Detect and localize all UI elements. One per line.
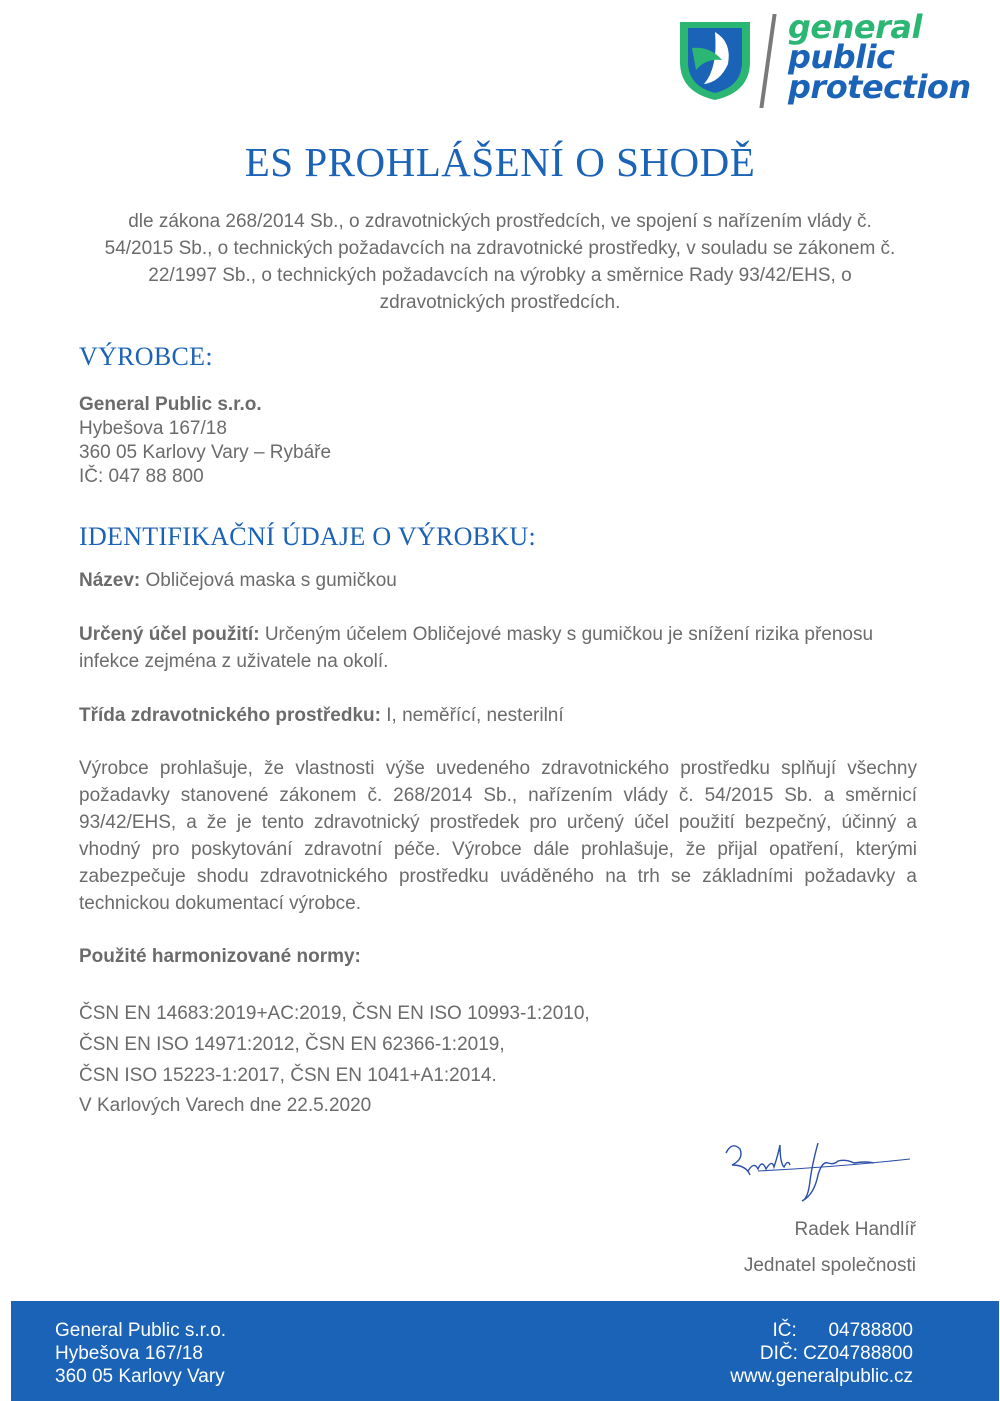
product-heading: IDENTIFIKAČNÍ ÚDAJE O VÝROBKU: xyxy=(79,522,537,551)
footer-city: 360 05 Karlovy Vary xyxy=(55,1366,225,1387)
footer-company: General Public s.r.o. xyxy=(55,1320,227,1341)
footer-bar xyxy=(11,1301,999,1401)
product-name-value: Obličejová maska s gumičkou xyxy=(145,570,397,591)
standards-heading-text: Použité harmonizované normy: xyxy=(79,946,361,967)
footer-identifiers xyxy=(730,1319,913,1388)
manufacturer-ic: IČ: 047 88 800 xyxy=(79,466,204,487)
standards-list xyxy=(79,998,590,1091)
logo-line-1: general xyxy=(788,8,922,46)
footer-address xyxy=(55,1319,226,1388)
manufacturer-name: General Public s.r.o. xyxy=(79,394,262,415)
product-purpose-label: Určený účel použití: xyxy=(79,624,260,645)
standards-heading xyxy=(79,943,917,970)
manufacturer-street: Hybešova 167/18 xyxy=(79,418,227,439)
manufacturer-address xyxy=(79,393,331,489)
product-name-line xyxy=(79,567,917,594)
place-date: V Karlových Varech dne 22.5.2020 xyxy=(79,1095,372,1116)
footer-dic: DIČ: CZ04788800 xyxy=(759,1343,913,1364)
logo-divider xyxy=(759,14,776,108)
signature-image xyxy=(718,1135,918,1205)
footer-ic: IČ: 04788800 xyxy=(772,1320,913,1341)
product-name-label: Název: xyxy=(79,570,141,591)
logo-wordmark xyxy=(788,8,971,106)
product-purpose-value: Určeným účelem Obličejové masky s gumičkou je snížení rizika přenosu infekce zejména z uživatele na okolí. xyxy=(79,624,874,672)
standards-line-2: ČSN EN ISO 14971:2012, ČSN EN 62366-1:2019, xyxy=(79,1034,505,1055)
company-logo xyxy=(670,10,990,110)
intro-paragraph: dle zákona 268/2014 Sb., o zdravotnických prostředcích, ve spojení s nařízením vlády č. 54/2015 Sb., o technických požadavcích na zdravotnické prostředky, v souladu se zákonem č. 22/1997 Sb., o technických požadavcích na výrobky a směrnice Rady 93/42/EHS, o zdravotnických prostředcích. xyxy=(104,211,896,313)
signatory-role: Jednatel společnosti xyxy=(743,1255,916,1276)
signatory-name: Radek Handlíř xyxy=(794,1219,916,1240)
declaration-paragraph: Výrobce prohlašuje, že vlastnosti výše uvedeného zdravotnického prostředku splňují všechny požadavky stanovené zákonem č. 268/2014 Sb., nařízením vlády č. 54/2015 Sb. a směrnicí 93/42/EHS, a že je tento zdravotnický prostředek pro určený účel použití bezpečný, účinný a vhodný pro poskytování zdravotní péče. Výrobce dále prohlašuje, že přijal opatření, kterými zabezpečuje shodu zdravotnického prostředku uváděného na trh se základními požadavky a technickou dokumentací výrobce. xyxy=(79,758,917,914)
standards-line-1: ČSN EN 14683:2019+AC:2019, ČSN EN ISO 10993-1:2010, xyxy=(79,1003,590,1024)
product-class-label: Třída zdravotnického prostředku: xyxy=(79,705,381,726)
standards-line-3: ČSN ISO 15223-1:2017, ČSN EN 1041+A1:2014. xyxy=(79,1065,497,1086)
footer-street: Hybešova 167/18 xyxy=(55,1343,203,1364)
logo-line-2: public xyxy=(788,38,895,76)
product-class-value: I, neměřící, nesterilní xyxy=(386,705,564,726)
footer-website-link[interactable]: www.generalpublic.cz xyxy=(730,1366,913,1387)
manufacturer-heading: VÝROBCE: xyxy=(79,342,213,371)
manufacturer-city: 360 05 Karlovy Vary – Rybáře xyxy=(79,442,332,463)
product-class-line xyxy=(79,702,917,729)
document-title: ES PROHLÁŠENÍ O SHODĚ xyxy=(244,139,756,185)
logo-emblem-icon xyxy=(670,12,760,102)
logo-line-3: protection xyxy=(788,68,971,106)
product-purpose-line xyxy=(79,621,917,675)
